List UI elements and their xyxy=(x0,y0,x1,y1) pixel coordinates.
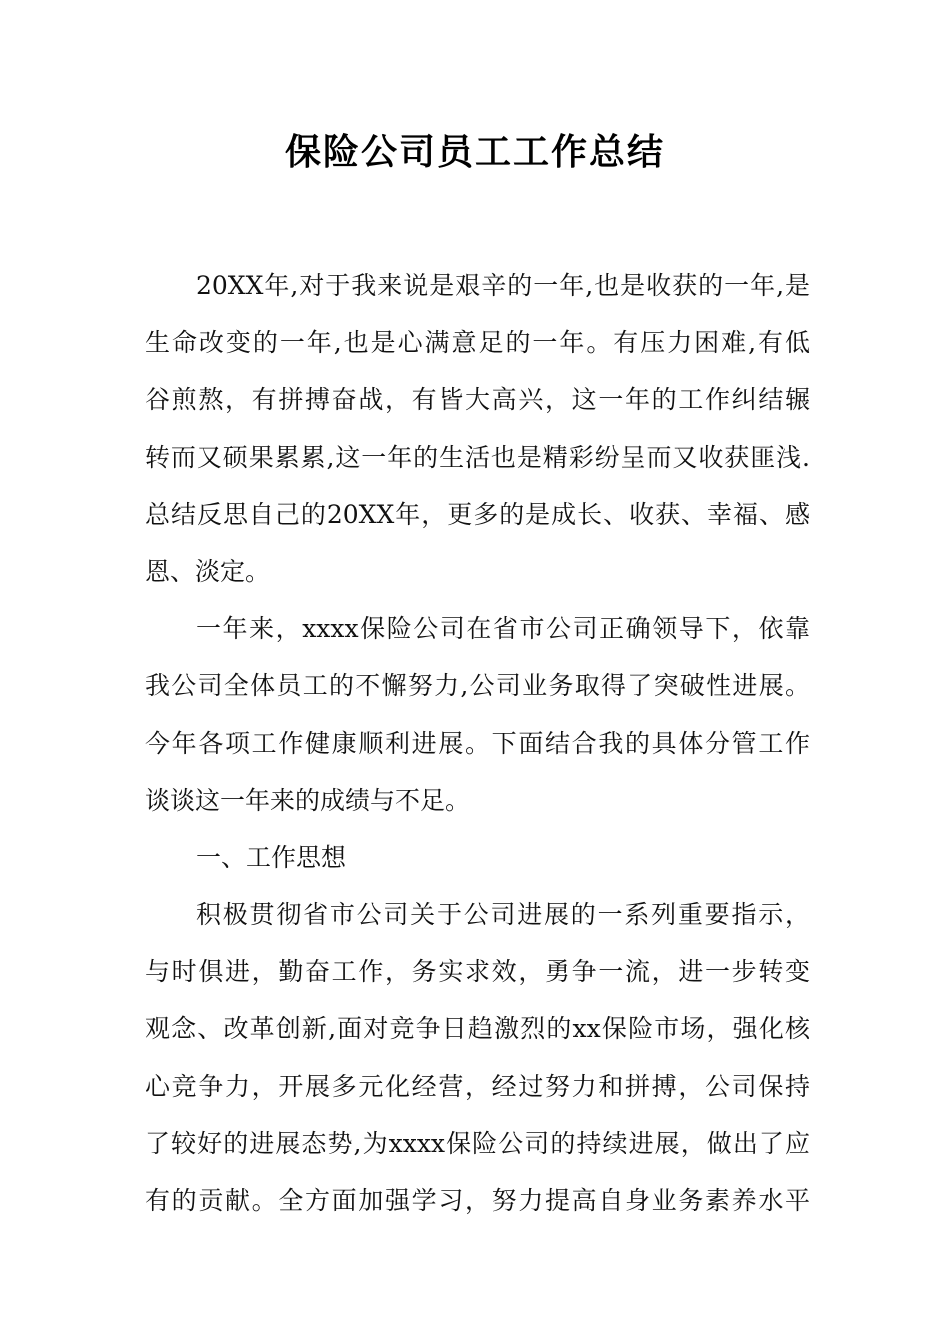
text-line: 今年各项工作健康顺利进展。下面结合我的具体分管工作 xyxy=(145,728,810,758)
text-line: 与时俱进，勤奋工作，务实求效，勇争一流，进一步转变 xyxy=(145,957,810,987)
text-line: 积极贯彻省市公司关于公司进展的一系列重要指示， xyxy=(196,900,810,930)
document-title: 保险公司员工工作总结 xyxy=(284,131,665,173)
text-line: 20XX年,对于我来说是艰辛的一年,也是收获的一年,是 xyxy=(196,271,810,300)
text-line: 生命改变的一年,也是心满意足的一年。有压力困难,有低 xyxy=(145,328,810,358)
text-line: 我公司全体员工的不懈努力,公司业务取得了突破性进展。 xyxy=(145,671,810,701)
text-line: 恩、淡定。 xyxy=(145,556,271,586)
text-line: 心竞争力，开展多元化经营，经过努力和拼搏，公司保持 xyxy=(145,1071,810,1101)
text-line: 谷煎熬，有拼搏奋战，有皆大高兴，这一年的工作纠结辗 xyxy=(145,385,810,415)
text-line: 谈谈这一年来的成绩与不足。 xyxy=(145,785,471,815)
text-line: 有的贡献。全方面加强学习，努力提高自身业务素养水平 xyxy=(145,1186,810,1215)
text-line: 总结反思自己的20XX年，更多的是成长、收获、幸福、感 xyxy=(145,499,810,529)
text-line: 转而又硕果累累,这一年的生活也是精彩纷呈而又收获匪浅. xyxy=(145,442,810,472)
text-line: 观念、改革创新,面对竞争日趋激烈的xx保险市场，强化核 xyxy=(145,1014,810,1044)
text-line: 一、工作思想 xyxy=(196,842,347,872)
document-body xyxy=(145,257,810,1229)
text-line: 一年来，xxxx保险公司在省市公司正确领导下，依靠 xyxy=(196,614,810,644)
text-line: 了较好的进展态势,为xxxx保险公司的持续进展，做出了应 xyxy=(145,1128,810,1158)
